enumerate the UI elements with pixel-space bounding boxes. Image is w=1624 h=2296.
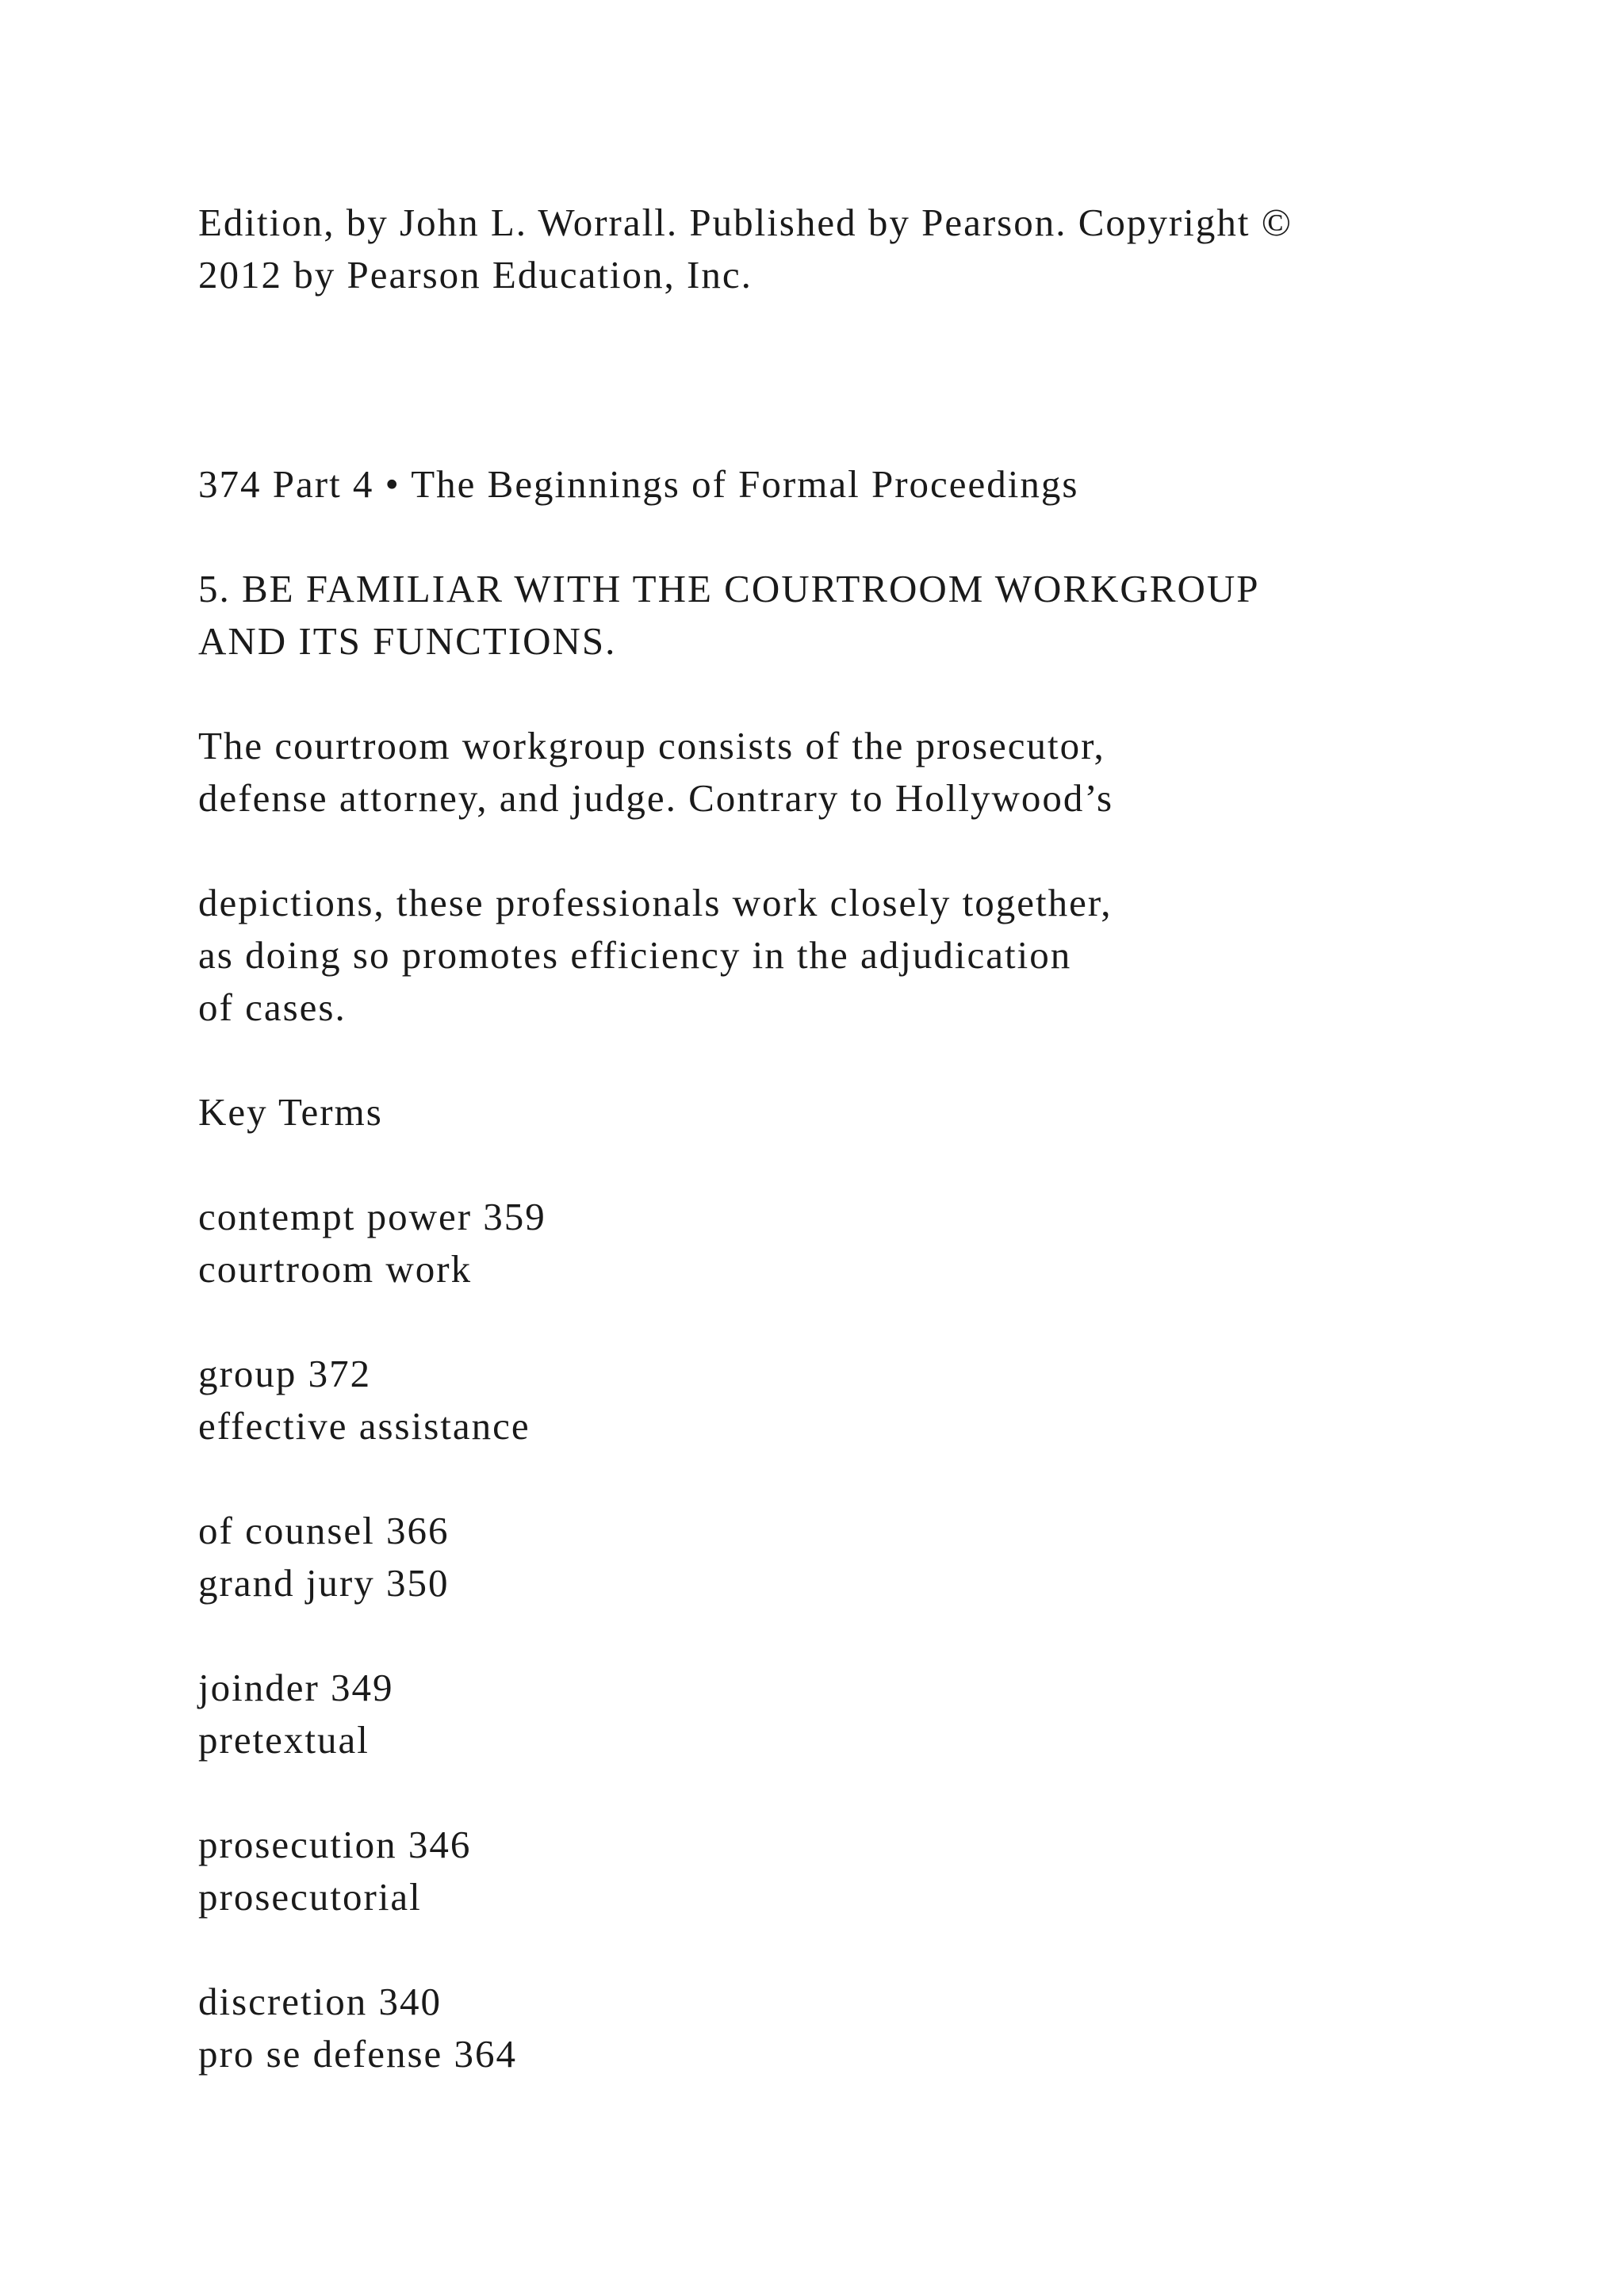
key-term-line: pretextual (198, 1718, 370, 1762)
key-term-line: prosecutorial (198, 1875, 422, 1919)
key-term-line: of counsel 366 (198, 1509, 450, 1552)
body-line: defense attorney, and judge. Contrary to Hollywood’s (198, 776, 1114, 820)
running-head: 374 Part 4 • The Beginnings of Formal Proceedings (198, 462, 1079, 506)
body-line: as doing so promotes efficiency in the adjudication (198, 933, 1072, 977)
key-term-line: joinder 349 (198, 1666, 394, 1709)
key-term-line: grand jury 350 (198, 1561, 450, 1605)
body-line: of cases. (198, 985, 347, 1029)
key-term-line: contempt power 359 (198, 1195, 546, 1238)
key-term-line: effective assistance (198, 1404, 530, 1448)
key-term-line: courtroom work (198, 1247, 473, 1291)
header-line: 2012 by Pearson Education, Inc. (198, 253, 753, 297)
key-term-line: prosecution 346 (198, 1823, 472, 1866)
section-heading-line: 5. BE FAMILIAR WITH THE COURTROOM WORKGROUP (198, 567, 1260, 610)
section-heading-line: AND ITS FUNCTIONS. (198, 619, 617, 663)
key-term-line: pro se defense 364 (198, 2032, 518, 2076)
body-line: The courtroom workgroup consists of the prosecutor, (198, 724, 1105, 767)
header-line: Edition, by John L. Worrall. Published by Pearson. Copyright © (198, 201, 1293, 244)
key-term-line: discretion 340 (198, 1980, 442, 2023)
body-line: depictions, these professionals work closely together, (198, 881, 1113, 924)
key-term-line: group 372 (198, 1352, 372, 1395)
key-terms-heading: Key Terms (198, 1090, 383, 1134)
